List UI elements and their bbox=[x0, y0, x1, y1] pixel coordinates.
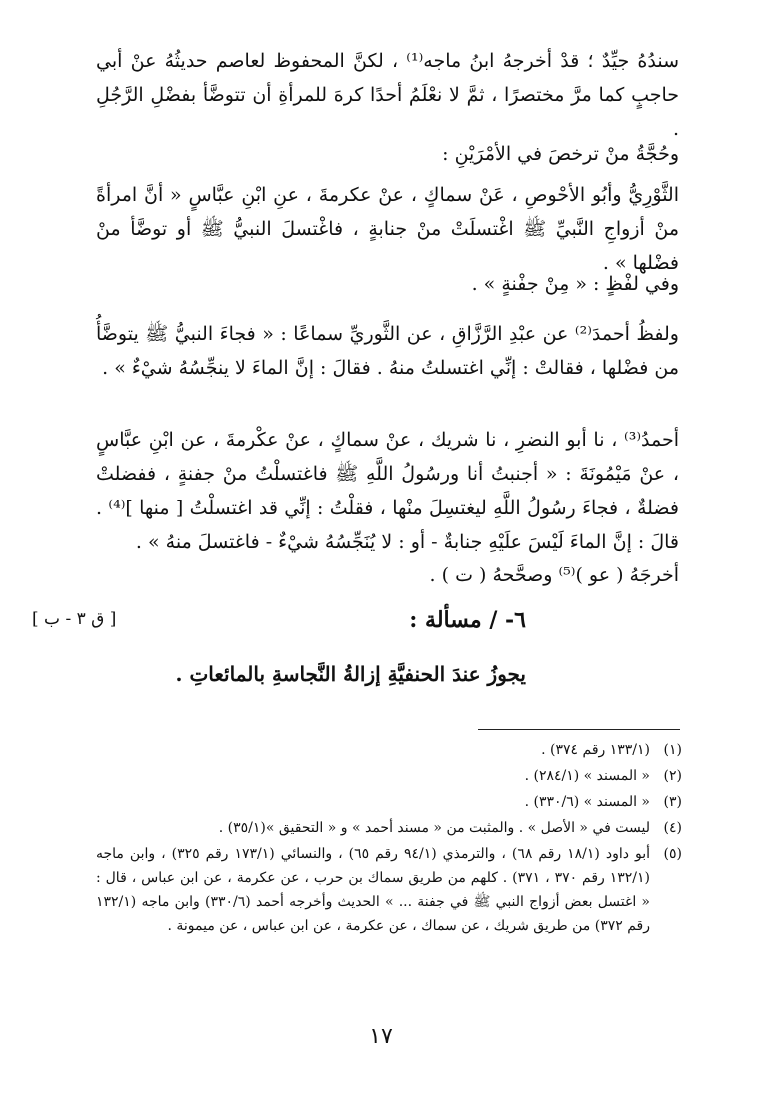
paragraph-ahmad-wording: ولفظُ أحمدَ⁽²⁾ عن عبْدِ الرَّزَّاقِ ، عن الثَّوريِّ سماعًا : « فجاءَ النبيُّ ﷺ يتوضَّأُ من فضْلها ، فقالتْ : إنِّي اغتسلتُ منهُ . فقالَ : إنَّ الماءَ لا ينجِّسُهُ شيْءٌ » . bbox=[96, 323, 679, 379]
paragraph-takhrij: أخرجَهُ ( عو )⁽⁵⁾ وصحَّحهُ ( ت ) . bbox=[429, 564, 679, 586]
footnotes bbox=[96, 738, 682, 940]
footnote bbox=[96, 816, 682, 840]
paragraph-isnad-note: سندُهُ جيِّدٌ ؛ قدْ أخرجهُ ابنُ ماجه⁽¹⁾ ، لكنَّ المحفوظ لعاصم حديثُهُ عنْ أبي حاجبٍ كما مرَّ مختصرًا ، ثمَّ لا نعْلَمُ أحدًا كرهَ للمرأةِ أن تتوضَّأ بفضْلِ الرَّجُلِ . bbox=[96, 50, 679, 140]
footnote-divider bbox=[478, 729, 680, 730]
footnote-text: (١٣٣/١ رقم ٣٧٤) . bbox=[541, 742, 650, 758]
footnote-text: « المسند » (٣٣٠/٦) . bbox=[524, 794, 650, 810]
issue-statement: يجوزُ عندَ الحنفيَّةِ إزالةُ النَّجاسةِ بالمائعاتِ . bbox=[175, 662, 526, 686]
footnote-number: (٤) bbox=[663, 820, 682, 836]
footnote-number: (١) bbox=[663, 742, 682, 758]
paragraph-evidence-heading: وحُجَّةُ منْ ترخصَ في الأمْرَيْنِ : bbox=[442, 143, 679, 165]
manuscript-folio-marker: [ ق ٣ - ب ] bbox=[32, 609, 117, 629]
footnote-text: « المسند » (٢٨٤/١) . bbox=[524, 768, 650, 784]
paragraph-maymuna-narration: أحمدُ⁽³⁾ ، نا أبو النضرِ ، نا شريك ، عنْ سماكٍ ، عنْ عكْرمةَ ، عن ابْنِ عبَّاسٍ ، عنْ مَيْمُونَةَ : « أجنبتُ أنا ورسُولُ اللَّهِ ﷺ فاغتسلْتُ منْ جفنةٍ ، ففضلتْ فضلةٌ ، فجاءَ رسُولُ اللَّهِ ليغتسِلَ منْها ، فقلْتُ : إنِّي قد اغتسلْتُ [ منها ]⁽⁴⁾ . قالَ : إنَّ الماءَ لَيْسَ علَيْهِ جنابةٌ - أو : لا يُنَجِّسُهُ شيْءٌ - فاغتسلَ منهُ » . bbox=[96, 429, 679, 553]
paragraph-jafna-wording: وفي لفْظٍ : « مِنْ جفْنةٍ » . bbox=[471, 273, 679, 295]
footnote-text: أبو داود (١٨/١ رقم ٦٨) ، والترمذي (٩٤/١ رقم ٦٥) ، والنسائي (١٧٣/١ رقم ٣٢٥) ، وابن ماجه (١٣٢/١ رقم ٣٧٠ ، ٣٧١) . كلهم من طريق سماك بن حرب ، عن عكرمة ، عن ابن عباس ، قال : « اغتسل بعض أزواج النبي ﷺ في جفنة ... » الحديث وأخرجه أحمد (٣٣٠/٦) وابن ماجه (١٣٢/١ رقم ٣٧٢) من طريق شريك ، عن سماك ، عن عكرمة ، عن ابن عباس ، عن ميمونة . bbox=[96, 846, 651, 934]
footnote-text: ليست في « الأصل » . والمثبت من « مسند أحمد » و « التحقيق »(٣٥/١) . bbox=[218, 820, 650, 836]
footnote-number: (٣) bbox=[663, 794, 682, 810]
section-heading: ٦- / مسألة : bbox=[409, 607, 526, 633]
footnote-number: (٢) bbox=[663, 768, 682, 784]
page-number: ١٧ bbox=[369, 1024, 393, 1049]
footnote-number: (٥) bbox=[663, 846, 682, 862]
footnote bbox=[96, 764, 682, 788]
footnote bbox=[96, 790, 682, 814]
footnote bbox=[96, 738, 682, 762]
footnote bbox=[96, 842, 682, 938]
paragraph-thawri-narration: الثَّوْرِيُّ وأبُو الأحْوصِ ، عَنْ سماكٍ ، عنْ عكرمةَ ، عنِ ابْنِ عبَّاسٍ « أنَّ امرأةً منْ أزواجِ النَّبيِّ ﷺ اغْتسلَتْ منْ جنابةٍ ، فاغْتسلَ النبيُّ ﷺ أو توضَّأ منْ فضْلها » . bbox=[96, 184, 679, 274]
